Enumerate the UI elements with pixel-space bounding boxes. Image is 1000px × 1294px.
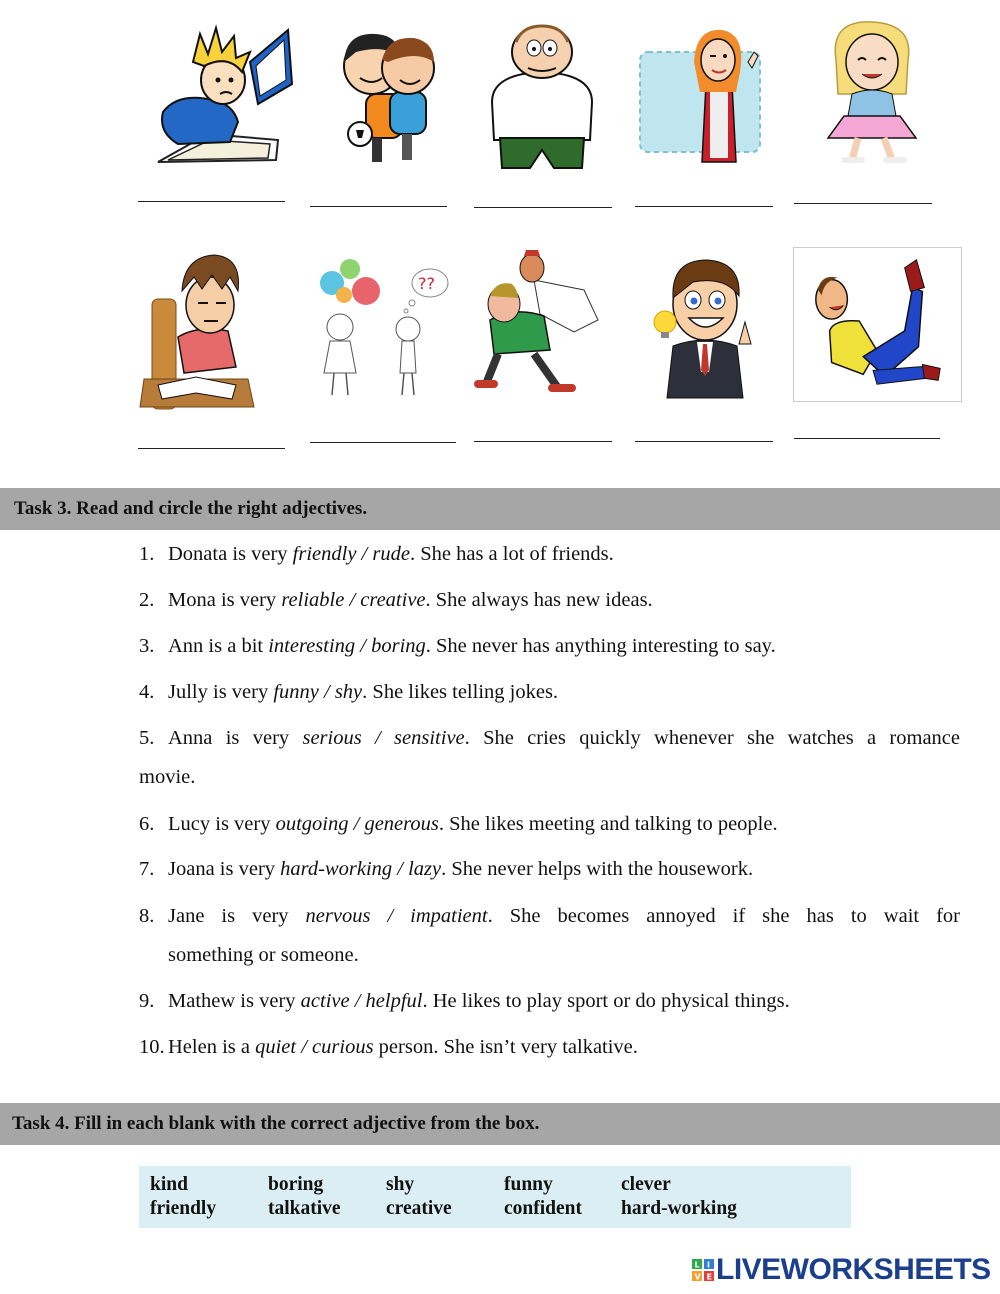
task3-item-5 [139,719,960,758]
item-text: . She has a lot of friends. [409,543,614,565]
logo-block-letter: E [706,1272,712,1281]
item-number: 9. [139,990,155,1012]
answer-blank-9[interactable] [635,441,773,442]
word-box-word: talkative [268,1198,341,1219]
item-text: . She never helps with the housework. [441,858,754,880]
item-text: movie. [139,766,196,788]
word-box-word: boring [268,1174,324,1195]
task3-item-9 [139,982,790,1021]
item-text: Donata is very [168,543,293,565]
task3-item-6 [139,805,778,844]
item-text: . She likes telling jokes. [362,681,559,703]
task3-item-3 [139,627,776,666]
answer-blank-1[interactable] [138,201,285,202]
item-number: 6. [139,813,155,835]
item-text: Joana is very [168,858,281,880]
logo-block-letter: V [694,1272,701,1281]
task3-item-7 [139,850,753,889]
item-text: Mona is very [168,589,282,611]
word-box-word: confident [504,1198,582,1219]
item-text: person. She isn’t very talkative. [373,1036,638,1058]
word-box [139,1166,851,1228]
two-people-talking-illustration [318,255,452,400]
word-box-word: kind [150,1174,188,1195]
item-number: 8. [139,905,155,927]
logo-text: LIVEWORKSHEETS [716,1253,991,1286]
item-number: 4. [139,681,155,703]
bored-boy-illustration [138,247,258,412]
liveworksheets-logo[interactable] [692,1253,992,1287]
task3-item-10 [139,1028,638,1067]
task4-heading [0,1103,1000,1145]
answer-blank-3[interactable] [474,207,612,208]
item-number: 10. [139,1036,165,1058]
woman-winking-illustration [636,22,773,170]
svg-text:??: ?? [418,274,435,293]
two-boys-illustration [316,22,446,167]
task3-item-5-continued [139,758,195,797]
adjective-choice[interactable]: reliable / creative [281,589,426,611]
adjective-choice[interactable]: quiet / curious [255,1036,374,1058]
task3-title: Task 3. Read and circle the right adjectives. [14,498,368,519]
adjective-choice[interactable]: active / helpful [300,990,423,1012]
adjective-choice[interactable]: hard-working / lazy [280,858,442,880]
answer-blank-10[interactable] [794,438,940,439]
item-text: Jully is very [168,681,274,703]
word-box-word: hard-working [621,1198,737,1219]
item-text: Jane is very [168,905,306,927]
cartoon-man-illustration [478,22,606,172]
boy-reading-illustration [138,22,293,167]
item-text: Lucy is very [168,813,276,835]
answer-blank-7[interactable] [310,442,456,443]
word-box-word: clever [621,1174,671,1195]
item-text: . She becomes annoyed if she has to wait for [487,905,960,927]
man-kicking-illustration [794,248,961,401]
item-text: . She always has new ideas. [425,589,653,611]
adjective-choice[interactable]: serious / sensitive [302,727,465,749]
item-number: 7. [139,858,155,880]
picture-cartoon-man [478,22,606,172]
item-number: 1. [139,543,155,565]
answer-blank-2[interactable] [310,206,447,207]
word-box-word: shy [386,1174,415,1195]
picture-boy-reading [138,22,293,167]
adjective-choice[interactable]: nervous / impatient [305,905,488,927]
picture-woman-winking [636,22,773,170]
picture-girl-giggling [822,20,922,168]
task3-item-8-continued [168,936,359,975]
answer-blank-6[interactable] [138,448,285,449]
item-text: . He likes to play sport or do physical things. [422,990,790,1012]
picture-two-people-talking [318,255,452,400]
picture-person-carrying [474,250,610,400]
answer-blank-5[interactable] [794,203,932,204]
item-text: Mathew is very [168,990,301,1012]
item-text: . She cries quickly whenever she watches a romance [464,727,961,749]
smart-man-illustration [653,252,757,402]
person-carrying-illustration [474,250,610,400]
task3-heading [0,488,1000,530]
item-number: 3. [139,635,155,657]
logo-block-letter: L [694,1260,700,1270]
item-text: Helen is a [168,1036,256,1058]
answer-blank-8[interactable] [474,441,612,442]
adjective-choice[interactable]: interesting / boring [268,635,426,657]
answer-blank-4[interactable] [635,206,773,207]
picture-smart-man-lightbulb [653,252,757,402]
item-text: . She likes meeting and talking to people. [438,813,778,835]
item-text: . She never has anything interesting to say. [425,635,776,657]
picture-man-kicking-laughing [793,247,962,402]
item-number: 2. [139,589,155,611]
task4-title: Task 4. Fill in each blank with the correct adjective from the box. [12,1113,540,1134]
word-box-word: funny [504,1174,553,1195]
item-number: 5. [139,727,155,749]
task3-item-4 [139,673,558,712]
task3-item-1 [139,535,614,574]
girl-giggling-illustration [822,20,922,168]
item-text: Ann is a bit [168,635,269,657]
logo-blocks-icon [692,1259,714,1281]
word-box-word: creative [386,1198,452,1219]
item-text: Anna is very [168,727,303,749]
task3-item-8 [139,897,960,936]
logo-block-letter: I [707,1260,710,1270]
task3-item-2 [139,581,653,620]
word-box-word: friendly [150,1198,217,1219]
item-text: something or someone. [168,944,359,966]
adjective-choice[interactable]: friendly / rude [292,543,410,565]
adjective-choice[interactable]: funny / shy [273,681,363,703]
picture-bored-boy [138,247,258,412]
picture-two-boys-football [316,22,446,167]
adjective-choice[interactable]: outgoing / generous [275,813,439,835]
